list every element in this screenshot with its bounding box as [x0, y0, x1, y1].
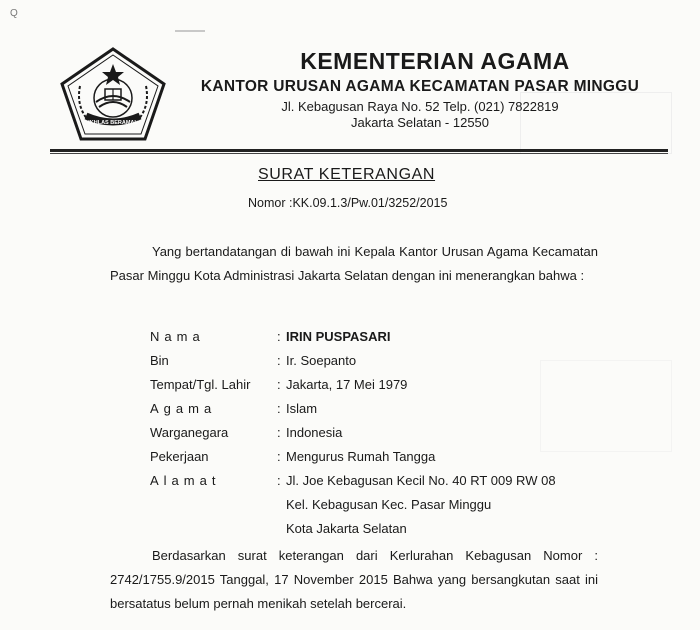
corner-mark: Q	[10, 8, 18, 19]
field-label: Warganegara	[150, 425, 229, 440]
letterhead	[170, 48, 670, 130]
office-address: Jl. Kebagusan Raya No. 52 Telp. (021) 7822819	[281, 99, 559, 114]
field-value: Indonesia	[286, 425, 343, 440]
pen-scribble	[175, 30, 205, 32]
address-continuation: Kota Jakarta Selatan	[286, 521, 407, 536]
field-label: Tempat/Tgl. Lahir	[150, 377, 251, 392]
field-value: Mengurus Rumah Tangga	[286, 449, 436, 464]
ministry-emblem-icon	[58, 46, 168, 142]
header-rule-thick	[50, 149, 668, 152]
intro-text: Yang bertandatangan di bawah ini Kepala Kantor Urusan Agama Kecamatan Pasar Minggu Kota Administrasi Jakarta Selatan dengan ini menerangkan bahwa :	[110, 244, 598, 283]
field-label: Alamat	[150, 473, 221, 488]
office-name: KANTOR URUSAN AGAMA KECAMATAN PASAR MINGGU	[200, 78, 640, 95]
closing-text: Berdasarkan surat keterangan dari Kerlurahan Kebagusan Nomor : 2742/1755.9/2015 Tanggal, 17 November 2015 Bahwa yang bersangkutan saat ini bersatatus belum pernah menikah setelah bercerai.	[110, 548, 598, 611]
letter-page: Q IKHLAS BERAMAL KEMENTERIAN AGAMA KANTOR URUSAN AGAMA KECAMATAN PASAR MINGGU Jl. Kebagusan Raya No. 52 Telp. (021) 7822819 Jakarta Selatan - 12550 SURAT KETERANGAN Nomor :KK.09.1.3/Pw.01/3252/2015 Yang bertandatangan di bawah ini Kepala Kantor Urusan Agama Kecamatan Pasar Minggu Kota Administrasi Jakarta Selatan dengan ini menerangkan bahwa : Nama : IRIN PUSPASARI Bin : Ir. Soepanto Tempat/Tgl. Lahir : Jakarta, 17 Mei 1979 Agama : Islam Warganegara : Indonesia Pekerjaan : Mengurus Rumah Tangga Alamat : Jl. Joe Kebagusan Kecil No. 40 RT 009 RW 08 Kel. Kebagusan Kec. Pasar Minggu Kota Jakarta Selatan Berdasarkan surat keterangan dari Kerlurahan Kebagusan Nomor : 2742/1755.9/2015 Tanggal, 17 November 2015 Bahwa yang bersangkutan saat ini bersatatus belum pernah menikah setelah bercerai.	[0, 0, 700, 630]
field-value: Jakarta, 17 Mei 1979	[286, 377, 408, 392]
field-value: Ir. Soepanto	[286, 353, 357, 368]
document-number: Nomor :KK.09.1.3/Pw.01/3252/2015	[248, 196, 448, 210]
emblem-motto: IKHLAS BERAMAL	[88, 120, 138, 126]
field-value: IRIN PUSPASARI	[286, 329, 391, 344]
field-label: Agama	[150, 401, 217, 416]
field-label: Pekerjaan	[150, 449, 209, 464]
ministry-name: KEMENTERIAN AGAMA	[300, 48, 570, 74]
document-title: SURAT KETERANGAN	[258, 166, 436, 183]
field-label: Nama	[150, 329, 205, 344]
header-rule-thin	[50, 153, 668, 154]
address-continuation: Kel. Kebagusan Kec. Pasar Minggu	[286, 497, 492, 512]
faint-stamp-middle	[540, 360, 672, 452]
field-value: Jl. Joe Kebagusan Kecil No. 40 RT 009 RW 08	[286, 473, 556, 488]
closing-paragraph	[110, 544, 598, 616]
office-city: Jakarta Selatan - 12550	[350, 115, 490, 130]
intro-paragraph	[110, 240, 598, 288]
field-label: Bin	[150, 353, 169, 368]
field-value: Islam	[286, 401, 318, 416]
